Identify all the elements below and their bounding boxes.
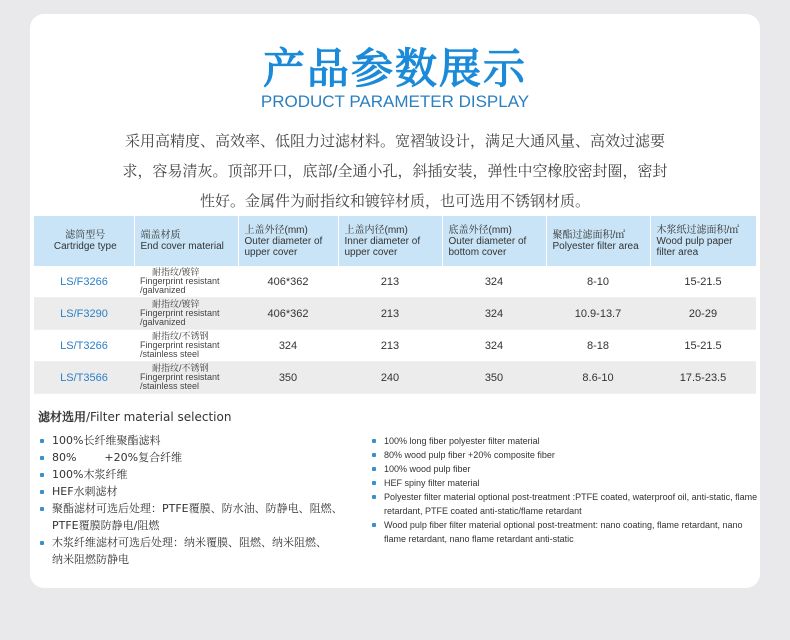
cell-upper-inner: 240	[338, 362, 442, 394]
header-wood-pulp-area: 木浆纸过滤面积/㎡ Wood pulp paper filter area	[650, 216, 756, 266]
intro-line: 采用高精度、高效率、低阻力过滤材料。宽褶皱设计，满足大通风量、高效过滤要	[124, 132, 665, 150]
list-item: 100% wood pulp fiber	[370, 462, 758, 476]
cell-model: LS/T3266	[34, 330, 134, 362]
cell-polyester: 8.6-10	[546, 362, 650, 394]
list-item: 80% +20%复合纤维	[38, 449, 358, 466]
header-cartridge-type: 滤筒型号 Cartridge type	[34, 216, 134, 266]
cell-upper-inner: 213	[338, 330, 442, 362]
list-item: Wood pulp fiber filter material optional post-treatment: nano coating, flame retardant, nano flame retardant, nano flame retardant anti-static	[370, 518, 758, 546]
page-subtitle: PRODUCT PARAMETER DISPLAY	[260, 92, 530, 111]
cell-material: 耐指纹/镀锌 Fingerprint resistant /galvanized	[134, 298, 238, 330]
cell-material: 耐指纹/不锈钢 Fingerprint resistant /stainless steel	[134, 362, 238, 394]
intro-line: 性好。金属件为耐指纹和镀锌材质，也可选用不锈钢材质。	[199, 192, 590, 210]
table-row	[34, 298, 756, 330]
cell-wood: 15-21.5	[650, 266, 756, 298]
list-item: 100% long fiber polyester filter material	[370, 434, 758, 448]
cell-bottom-outer: 324	[442, 330, 546, 362]
cell-model: LS/T3566	[34, 362, 134, 394]
cell-upper-outer: 350	[238, 362, 338, 394]
cell-bottom-outer: 324	[442, 266, 546, 298]
cell-wood: 20-29	[650, 298, 756, 330]
page-title: 产品参数展示	[262, 44, 527, 93]
cell-wood: 17.5-23.5	[650, 362, 756, 394]
header-end-cover-material: 端盖材质 End cover material	[134, 216, 238, 266]
cell-upper-inner: 213	[338, 266, 442, 298]
cell-upper-outer: 324	[238, 330, 338, 362]
table-header-row	[34, 216, 756, 266]
header-upper-inner-diameter: 上盖内径(mm) Inner diameter of upper cover	[338, 216, 442, 266]
list-item: 木浆纤维滤材可选后处理：纳米覆膜、阻燃、纳米阻燃、纳米阻燃防静电	[38, 534, 358, 568]
header-upper-outer-diameter: 上盖外径(mm) Outer diameter of upper cover	[238, 216, 338, 266]
cell-upper-outer: 406*362	[238, 266, 338, 298]
table-row	[34, 330, 756, 362]
table-row	[34, 266, 756, 298]
selection-title: 滤材选用/Filter material selection	[38, 410, 232, 424]
list-item: Polyester filter material optional post-treatment :PTFE coated, waterproof oil, anti-static, flame retardant, PTFE coated anti-static/flame retardant	[370, 490, 758, 518]
intro-paragraph	[64, 126, 726, 216]
selection-list-cn	[38, 432, 358, 568]
list-item: 100%木浆纤维	[38, 466, 358, 483]
intro-line: 求，容易清灰。顶部开口，底部/全通小孔，斜插安装，弹性中空橡胶密封圈，密封	[122, 162, 668, 180]
cell-model: LS/F3290	[34, 298, 134, 330]
header-bottom-outer-diameter: 底盖外径(mm) Outer diameter of bottom cover	[442, 216, 546, 266]
cell-wood: 15-21.5	[650, 330, 756, 362]
list-item: HEF spiny filter material	[370, 476, 758, 490]
cell-material: 耐指纹/镀锌 Fingerprint resistant /galvanized	[134, 266, 238, 298]
list-item: 100%长纤维聚酯滤料	[38, 432, 358, 449]
selection-list-en	[370, 434, 758, 546]
content-card	[30, 14, 760, 588]
parameter-table	[34, 216, 757, 394]
cell-upper-outer: 406*362	[238, 298, 338, 330]
cell-bottom-outer: 350	[442, 362, 546, 394]
cell-upper-inner: 213	[338, 298, 442, 330]
cell-material: 耐指纹/不锈钢 Fingerprint resistant /stainless steel	[134, 330, 238, 362]
cell-polyester: 10.9-13.7	[546, 298, 650, 330]
cell-model: LS/F3266	[34, 266, 134, 298]
list-item: 聚酯滤材可选后处理：PTFE覆膜、防水油、防静电、阻燃、PTFE覆膜防静电/阻燃	[38, 500, 358, 534]
list-item: 80% wood pulp fiber +20% composite fiber	[370, 448, 758, 462]
table-row	[34, 362, 756, 394]
cell-polyester: 8-18	[546, 330, 650, 362]
cell-bottom-outer: 324	[442, 298, 546, 330]
list-item: HEF水刺滤材	[38, 483, 358, 500]
cell-polyester: 8-10	[546, 266, 650, 298]
header-polyester-area: 聚酯过滤面积/㎡ Polyester filter area	[546, 216, 650, 266]
